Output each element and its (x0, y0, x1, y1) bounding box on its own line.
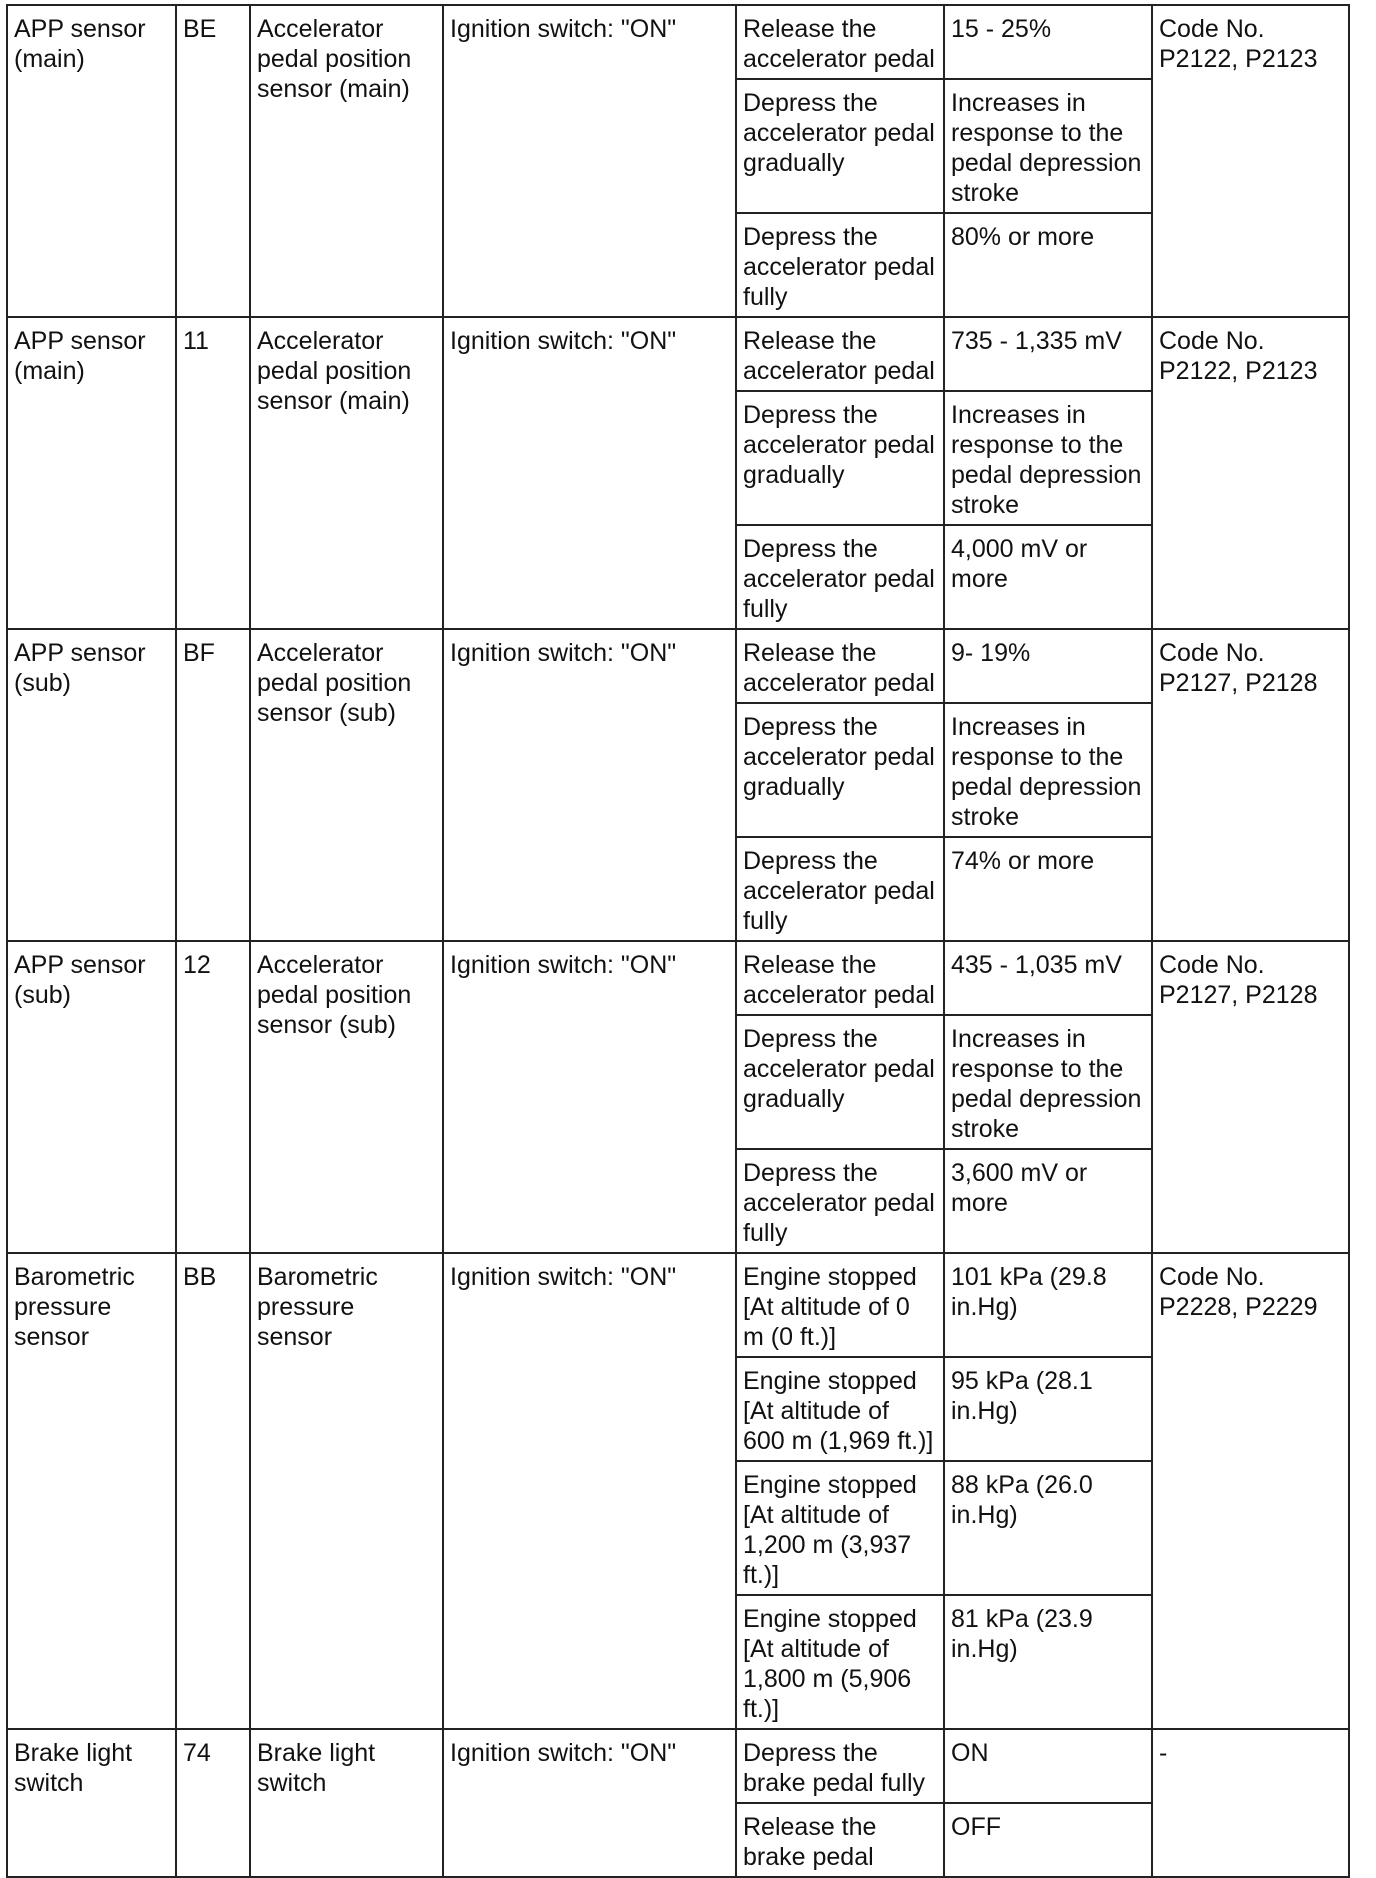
state-cell: Depress the accelerator pedal gradually (736, 1015, 944, 1149)
spec-cell: 81 kPa (23.9 in.Hg) (944, 1595, 1152, 1729)
terminal-cell: 12 (176, 941, 250, 1253)
state-cell: Depress the brake pedal fully (736, 1729, 944, 1803)
state-cell: Engine stopped [At altitude of 0 m (0 ft.)] (736, 1253, 944, 1357)
state-cell: Engine stopped [At altitude of 600 m (1,969 ft.)] (736, 1357, 944, 1461)
component-cell: Accelerator pedal position sensor (sub) (250, 629, 443, 941)
item-cell: Brake light switch (7, 1729, 176, 1877)
spec-cell: Increases in response to the pedal depression stroke (944, 1015, 1152, 1149)
table-row (7, 5, 1349, 79)
condition-cell: Ignition switch: "ON" (443, 5, 736, 317)
state-cell: Release the accelerator pedal (736, 629, 944, 703)
table-row (7, 317, 1349, 391)
state-cell: Depress the accelerator pedal fully (736, 837, 944, 941)
component-cell: Accelerator pedal position sensor (main) (250, 317, 443, 629)
item-cell: APP sensor (main) (7, 5, 176, 317)
item-cell: Barometric pressure sensor (7, 1253, 176, 1729)
component-cell: Brake light switch (250, 1729, 443, 1877)
item-cell: APP sensor (sub) (7, 941, 176, 1253)
spec-cell: ON (944, 1729, 1152, 1803)
spec-cell: Increases in response to the pedal depression stroke (944, 391, 1152, 525)
spec-cell: 88 kPa (26.0 in.Hg) (944, 1461, 1152, 1595)
remarks-cell: Code No. P2127, P2128 (1152, 629, 1349, 941)
condition-cell: Ignition switch: "ON" (443, 317, 736, 629)
terminal-cell: BF (176, 629, 250, 941)
spec-cell: 3,600 mV or more (944, 1149, 1152, 1253)
state-cell: Release the accelerator pedal (736, 5, 944, 79)
spec-cell: 435 - 1,035 mV (944, 941, 1152, 1015)
remarks-cell: Code No. P2122, P2123 (1152, 317, 1349, 629)
remarks-cell: Code No. P2228, P2229 (1152, 1253, 1349, 1729)
component-cell: Accelerator pedal position sensor (main) (250, 5, 443, 317)
remarks-cell: Code No. P2127, P2128 (1152, 941, 1349, 1253)
terminal-cell: BB (176, 1253, 250, 1729)
condition-cell: Ignition switch: "ON" (443, 1729, 736, 1877)
condition-cell: Ignition switch: "ON" (443, 1253, 736, 1729)
spec-cell: Increases in response to the pedal depression stroke (944, 79, 1152, 213)
spec-cell: 95 kPa (28.1 in.Hg) (944, 1357, 1152, 1461)
remarks-cell: Code No. P2122, P2123 (1152, 5, 1349, 317)
state-cell: Release the accelerator pedal (736, 317, 944, 391)
spec-cell: 9- 19% (944, 629, 1152, 703)
state-cell: Engine stopped [At altitude of 1,200 m (3,937 ft.)] (736, 1461, 944, 1595)
state-cell: Depress the accelerator pedal gradually (736, 391, 944, 525)
table-row (7, 941, 1349, 1015)
table-row (7, 629, 1349, 703)
state-cell: Depress the accelerator pedal fully (736, 525, 944, 629)
spec-cell: Increases in response to the pedal depression stroke (944, 703, 1152, 837)
terminal-cell: BE (176, 5, 250, 317)
item-cell: APP sensor (main) (7, 317, 176, 629)
spec-cell: 735 - 1,335 mV (944, 317, 1152, 391)
item-cell: APP sensor (sub) (7, 629, 176, 941)
remarks-cell: - (1152, 1729, 1349, 1877)
component-cell: Accelerator pedal position sensor (sub) (250, 941, 443, 1253)
spec-cell: 80% or more (944, 213, 1152, 317)
state-cell: Release the brake pedal (736, 1803, 944, 1877)
table-row (7, 1729, 1349, 1803)
spec-cell: OFF (944, 1803, 1152, 1877)
state-cell: Depress the accelerator pedal gradually (736, 79, 944, 213)
spec-cell: 4,000 mV or more (944, 525, 1152, 629)
terminal-cell: 11 (176, 317, 250, 629)
inspection-spec-table (6, 4, 1350, 1878)
spec-cell: 74% or more (944, 837, 1152, 941)
state-cell: Depress the accelerator pedal gradually (736, 703, 944, 837)
spec-cell: 101 kPa (29.8 in.Hg) (944, 1253, 1152, 1357)
table-row (7, 1253, 1349, 1357)
terminal-cell: 74 (176, 1729, 250, 1877)
condition-cell: Ignition switch: "ON" (443, 629, 736, 941)
state-cell: Depress the accelerator pedal fully (736, 1149, 944, 1253)
state-cell: Release the accelerator pedal (736, 941, 944, 1015)
spec-cell: 15 - 25% (944, 5, 1152, 79)
state-cell: Engine stopped [At altitude of 1,800 m (5,906 ft.)] (736, 1595, 944, 1729)
state-cell: Depress the accelerator pedal fully (736, 213, 944, 317)
component-cell: Barometric pressure sensor (250, 1253, 443, 1729)
condition-cell: Ignition switch: "ON" (443, 941, 736, 1253)
